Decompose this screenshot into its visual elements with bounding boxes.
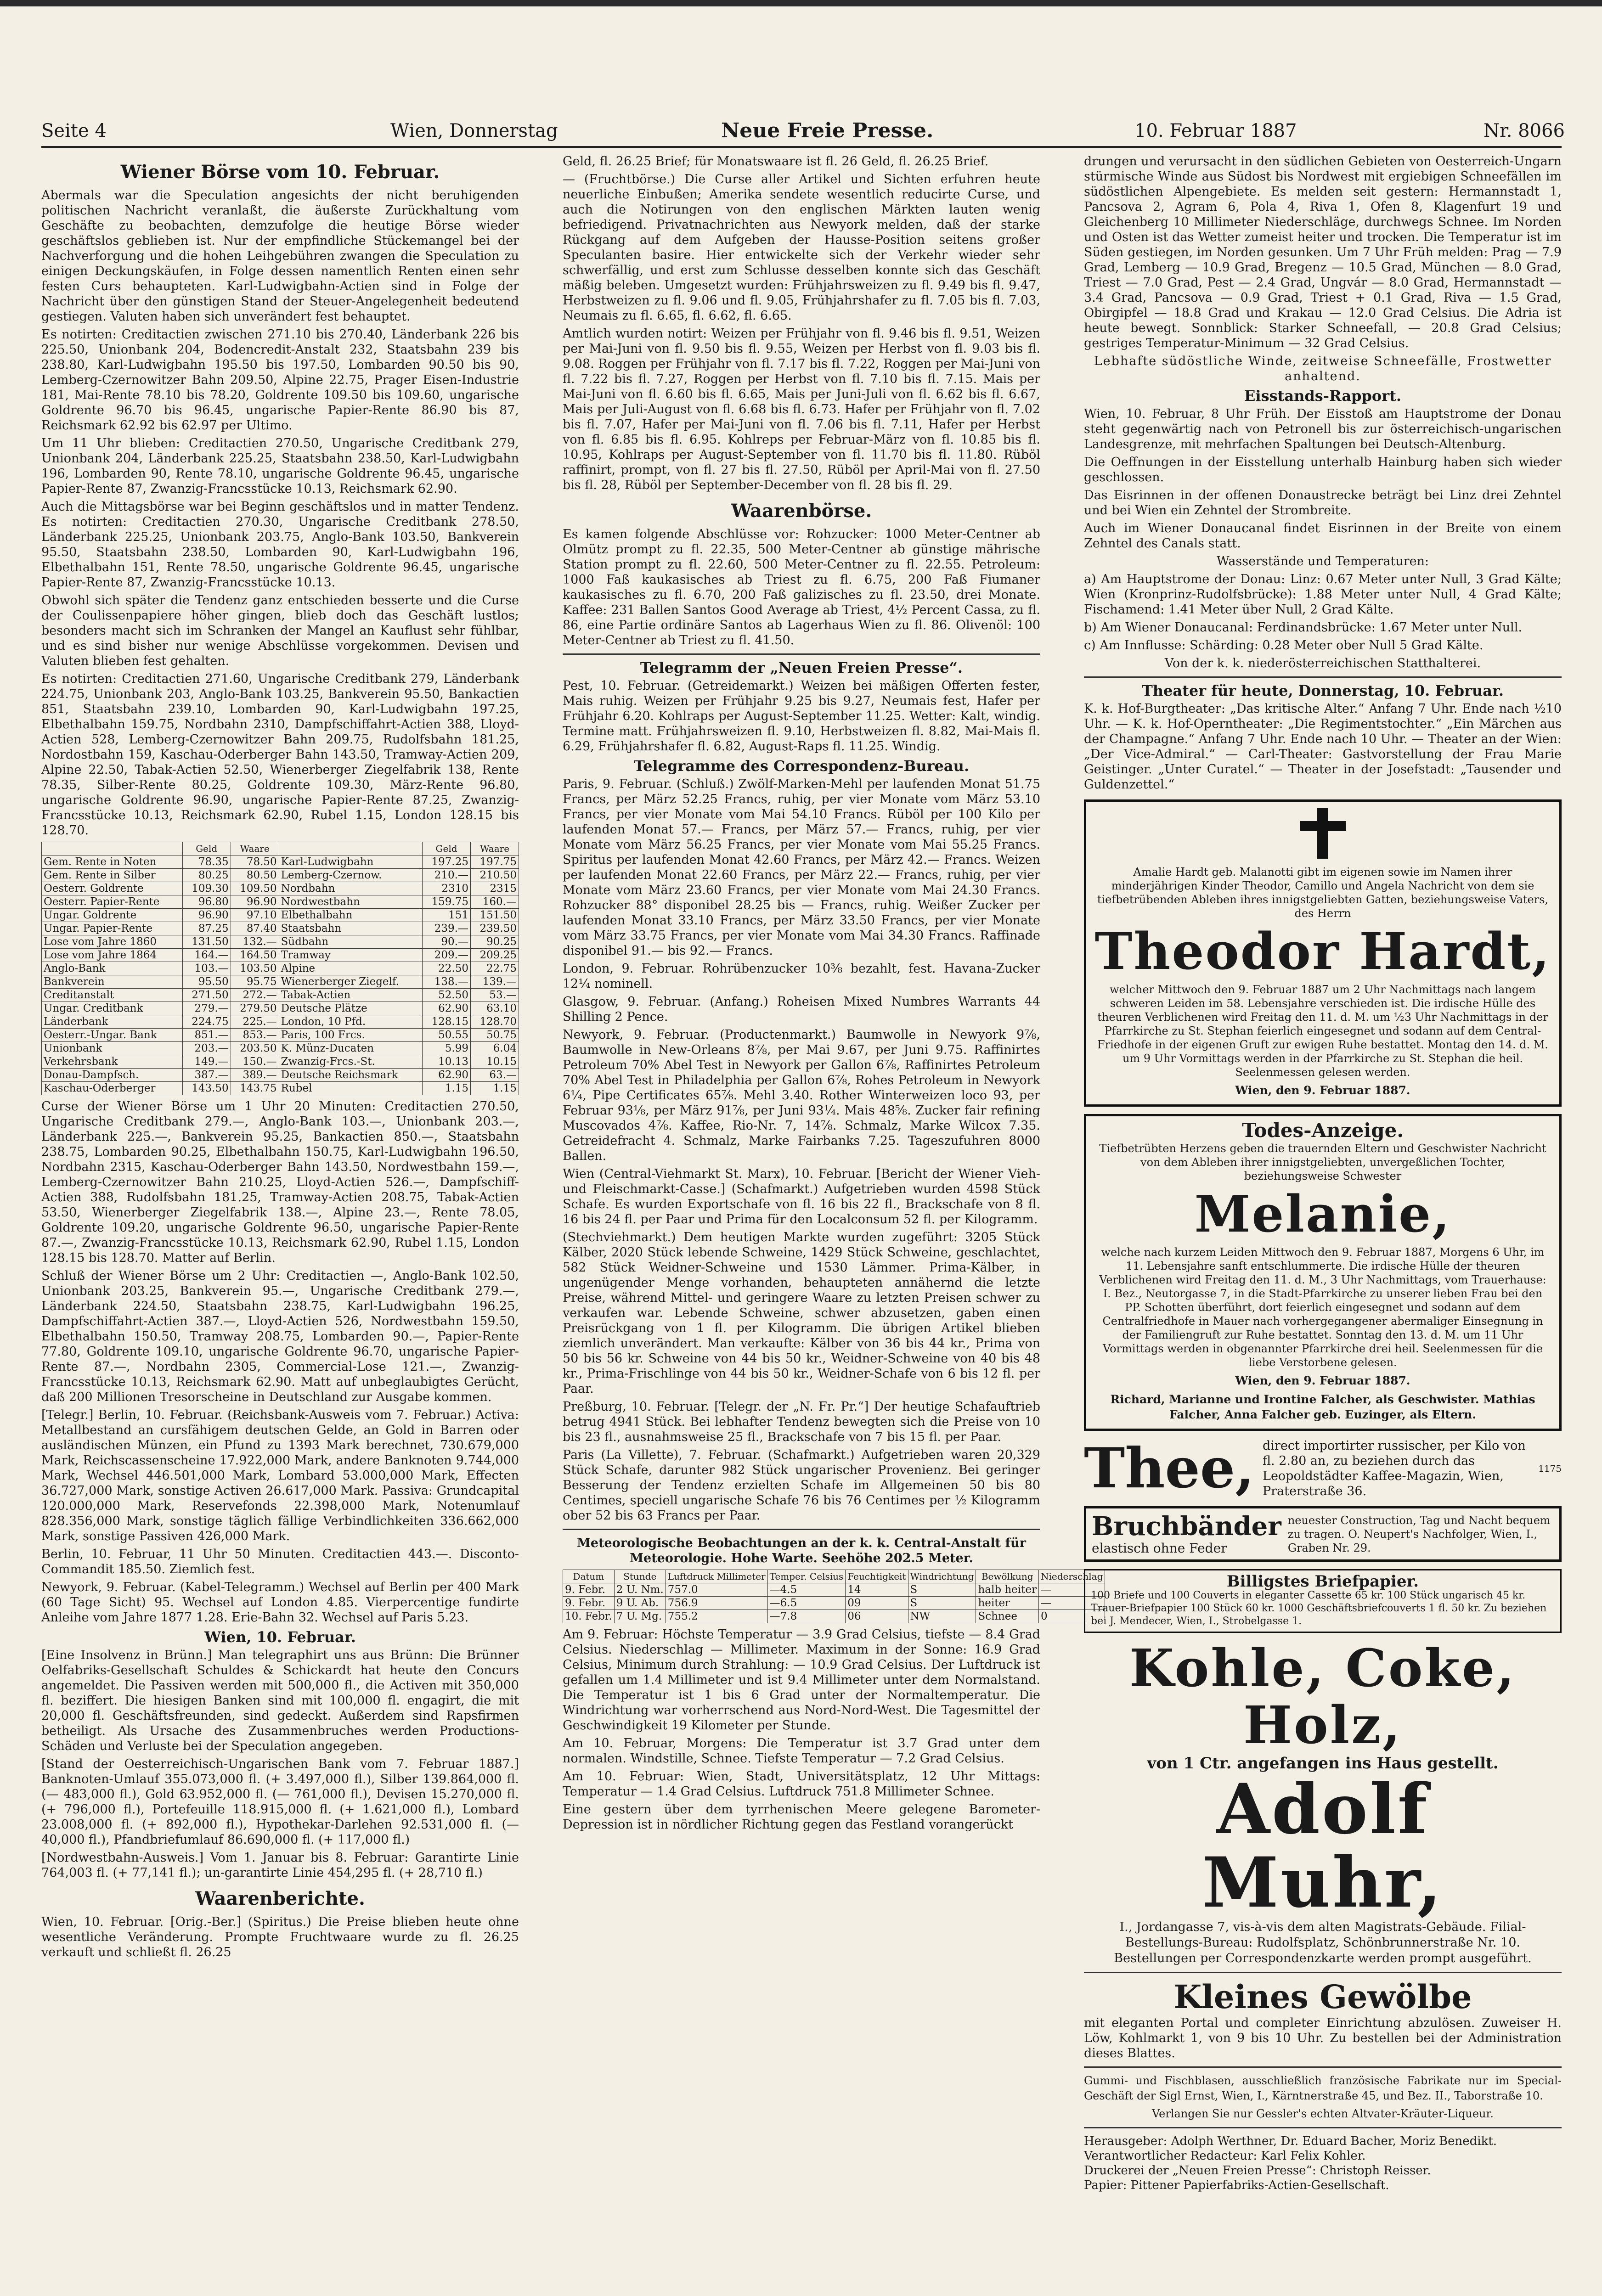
table-cell: —6.5 <box>767 1597 846 1610</box>
table-cell: S <box>908 1583 976 1597</box>
table-cell: 203.— <box>182 1042 231 1055</box>
table-cell: Lose vom Jahre 1860 <box>42 935 183 949</box>
notice-date: Wien, den 9. Februar 1887. <box>1235 1374 1410 1387</box>
table-cell: Oesterr. Goldrente <box>42 882 183 895</box>
table-cell: 210.— <box>423 869 471 882</box>
table-cell: 279.50 <box>231 1002 279 1015</box>
paragraph: [Telegr.] Berlin, 10. Februar. (Reichsbank-Ausweis vom 7. Februar.) Activa: Metallbestand an cursfähigem deutschen Gelde, an Gold in Barren oder ausländischen Münzen, ein Pfund zu 1393 Mark berechnet, 730.679,000 Mark, Reichscassenscheine 17.922,000 Mark, andere Banknoten 9.744,000 Mark, Wechsel 446.501,000 Mark, Lombard 53.000,000 Mark, Effecten 36.727,000 Mark, sonstige Activen 26.617,000 Mark. Passiva: Grundcapital 120.000,000 Mark, Reservefonds 22.398,000 Mark, Notenumlauf 828.356,000 Mark, sonstige täglich fällige Verbindlichkeiten 336.662,000 Mark, sonstige Passiven 426,000 Mark. <box>41 1408 519 1543</box>
table-cell: Schnee <box>976 1610 1039 1623</box>
paragraph: Es notirten: Creditactien 271.60, Ungarische Creditbank 279, Länderbank 224.75, Unionbank 203, Anglo-Bank 103.25, Bankverein 95.50, Bankactien 851, Staatsbahn 239.10, Lombarden 90, Karl-Ludwigbahn 197.25, Elbethalbahn 159.75, Nordbahn 2310, Dampfschiffahrt-Actien 388, Lloyd-Actien 528, Lemberg-Czernowitzer Bahn 209.75, Rudolfsbahn 181.25, Nordostbahn 159, Kaschau-Oderberger Bahn 143.50, Tramway-Actien 209, Alpine 22.50, Tabak-Actien 52.50, Wienerberger Ziegelfabrik 138, Rente 78.35, Silber-Rente 80.25, Goldrente 109.30, März-Rente 96.80, ungarische Goldrente 96.90, ungarische Papier-Rente 87.25, Zwanzig-Francsstücke 10.13, Reichsmark 62.90, Rubel 1.15, London 128.15 bis 128.70. <box>41 672 519 838</box>
death-notice-hardt <box>1084 799 1562 1107</box>
table-cell: 272.— <box>231 989 279 1002</box>
paragraph: Eine gestern über dem tyrrhenischen Meere gelegene Barometer-Depression ist in nördlicher Richtung gegen das Festland vorangerückt <box>563 1802 1040 1832</box>
theater-title: Theater für heute, Donnerstag, 10. Februar. <box>1141 682 1504 699</box>
subsection-title: Wien, 10. Februar. <box>204 1628 356 1646</box>
table-cell: heiter <box>976 1597 1039 1610</box>
ad-bruchbaender <box>1084 1506 1562 1562</box>
table-cell: 2315 <box>471 882 519 895</box>
notice-intro: Tiefbetrübten Herzens geben die trauernden Eltern und Geschwister Nachricht von dem Ableben ihrer innigstgeliebten, unvergeßlichen Tochter, beziehungsweise Schwester <box>1099 1142 1546 1182</box>
table-cell: 151.50 <box>471 909 519 922</box>
table-cell: 164.50 <box>231 949 279 962</box>
table-cell: Donau-Dampfsch. <box>42 1069 183 1082</box>
ad-gessler: Verlangen Sie nur Gessler's echten Altvater-Kräuter-Liqueur. <box>1152 2107 1494 2120</box>
table-cell: Länderbank <box>42 1015 183 1029</box>
table-cell: 103.50 <box>231 962 279 975</box>
notice-date: Wien, den 9. Februar 1887. <box>1235 1084 1410 1097</box>
table-cell: 203.50 <box>231 1042 279 1055</box>
paragraph: b) Am Wiener Donaucanal: Ferdinandsbrücke: 1.67 Meter unter Null. <box>1084 620 1523 635</box>
paragraph: drungen und verursacht in den südlichen Gebieten von Oesterreich-Ungarn stürmische Winde aus Südost bis Nordwest mit ergiebigen Schneefällen im südöstlichen Alpengebiete. Es melden seit gestern: Hermannstadt 1, Pancsova 2, Agram 6, Pola 4, Riva 1, Ofen 8, Klagenfurt 19 und Gleichenberg 10 Millimeter Niederschläge, durchwegs Schnee. Im Norden und Osten ist das Wetter zumeist heiter und trocken. Die Temperatur ist im Süden gestiegen, im Norden gesunken. Um 7 Uhr Früh melden: Prag — 7.9 Grad, Lemberg — 10.9 Grad, Bregenz — 10.5 Grad, München — 8.0 Grad, Triest — 7.0 Grad, Pest — 2.4 Grad, Ungvár — 8.0 Grad, Hermannstadt — 3.4 Grad, Pancsova — 0.9 Grad, Triest + 0.1 Grad, Riva — 1.5 Grad, Obirgipfel — 18.8 Grad und Krakau — 12.0 Grad Celsius. Die Adria ist heute bewegt. Sonnblick: Starker Schneefall, — 20.8 Grad Celsius; gestriges Temperatur-Minimum — 32 Grad Celsius. <box>1084 154 1562 350</box>
meteo-table-body <box>563 1583 1105 1623</box>
paragraph: Wien (Central-Viehmarkt St. Marx), 10. Februar. [Bericht der Wiener Vieh- und Fleischmarkt-Casse.] (Schafmarkt.) Aufgetrieben wurden 4598 Stück Schafe. Es wurden Exportschafe von fl. 16 bis 22 fl., Brackschafe von 8 fl. 16 bis 24 fl. per Paar und Prima für den Localconsum 52 fl. per Kilogramm. <box>563 1167 1040 1227</box>
imprint-printer: Druckerei der „Neuen Freien Presse“: Christoph Reisser. <box>1084 2164 1431 2178</box>
paragraph: Wien, 10. Februar, 8 Uhr Früh. Der Eisstoß am Hauptstrome der Donau steht gegenwärtig nach von Petronell bis zur österreichisch-ungarischen Landesgrenze, mit mehrfachen Spaltungen bei Deutsch-Altenburg. <box>1084 407 1562 451</box>
table-cell: Tabak-Actien <box>279 989 422 1002</box>
ad-gummi-text: Gummi- und Fischblasen, ausschließlich französische Fabrikate nur im Special-Geschäft der Sigl Ernst, Wien, I., Kärntnerstraße 45, und Bez. II., Taborstraße 10. <box>1084 2074 1562 2102</box>
table-cell: Tramway <box>279 949 422 962</box>
ad-thee <box>1084 1438 1562 1499</box>
paragraph: [Nordwestbahn-Ausweis.] Vom 1. Januar bis 8. Februar: Garantirte Linie 764,003 fl. (+ 77,141 fl.); un-garantirte Linie 454,295 fl. (+ 28,710 fl.) <box>41 1851 519 1880</box>
table-cell: 96.90 <box>231 895 279 909</box>
header-cell: Datum <box>563 1570 615 1583</box>
paragraph: Die Oeffnungen in der Eisstellung unterhalb Hainburg haben sich wieder geschlossen. <box>1084 455 1562 484</box>
table-cell: 271.50 <box>182 989 231 1002</box>
table-row <box>42 949 519 962</box>
table-cell: Elbethalbahn <box>279 909 422 922</box>
table-cell: 53.— <box>471 989 519 1002</box>
notice-name: Theodor Hardt, <box>1094 922 1551 981</box>
table-cell: Ungar. Creditbank <box>42 1002 183 1015</box>
header-cell <box>42 842 183 855</box>
divider <box>1084 2127 1562 2128</box>
table-cell: 209.— <box>423 949 471 962</box>
table-cell: 210.50 <box>471 869 519 882</box>
table-row <box>563 1597 1105 1610</box>
table-header-row <box>42 842 519 855</box>
ad-text: direct importirter russischer, per Kilo von fl. 2.80 an, zu beziehen durch das Leopoldstädter Kaffee-Magazin, Wien, Praterstraße 36. <box>1263 1439 1526 1498</box>
table-cell: 239.50 <box>471 922 519 935</box>
table-cell: 132.— <box>231 935 279 949</box>
subsection-title: Eisstands-Rapport. <box>1244 387 1401 405</box>
table-cell: Lemberg-Czernow. <box>279 869 422 882</box>
table-cell: Bankverein <box>42 975 183 989</box>
table-row <box>42 1055 519 1069</box>
table-cell: 109.30 <box>182 882 231 895</box>
paragraph: London, 9. Februar. Rohrübenzucker 10⅜ bezahlt, fest. Havana-Zucker 12¼ nominell. <box>563 962 1040 991</box>
header-cell: Temper. Celsius <box>767 1570 846 1583</box>
table-cell: 851.— <box>182 1029 231 1042</box>
table-cell: 143.50 <box>182 1082 231 1095</box>
table-cell: Paris, 100 Frcs. <box>279 1029 422 1042</box>
table-cell: — <box>1038 1597 1105 1610</box>
table-cell: 50.75 <box>471 1029 519 1042</box>
divider <box>1084 676 1562 678</box>
column-left <box>41 154 519 2296</box>
notice-signature: Richard, Marianne und Irontine Falcher, als Geschwister. Mathias Falcher, Anna Falcher geb. Euzinger, als Eltern. <box>1110 1393 1535 1421</box>
table-header-row <box>563 1570 1105 1583</box>
paragraph: Abermals war die Speculation angesichts der nicht beruhigenden politischen Nachricht veranlaßt, die äußerste Zurückhaltung vom Geschäfte zu beobachten, demzufolge die heutige Börse wieder geschäftslos geblieben ist. Nur der empfindliche Stückemangel bei der Nachverforgung und die hohen Leihgebühren zwangen die Speculation zu einigen Deckungskäufen, in Folge dessen namentlich Renten einen sehr festen Curs behaupteten. Karl-Ludwigbahn-Actien sind in Folge der Nachricht über den günstigen Stand der Steuer-Angelegenheit bedeutend gestiegen. Valuten haben sich unverändert fest behauptet. <box>41 188 519 324</box>
table-cell: Staatsbahn <box>279 922 422 935</box>
table-cell: 80.25 <box>182 869 231 882</box>
paragraph: Newyork, 9. Februar. (Productenmarkt.) Baumwolle in Newyork 9⅞, Baumwolle in New-Orleans 8⅞, per Mai 9.67, per Juni 9.75. Raffinirtes Petroleum 70% Abel Test in Newyork per Gallon 6⅞, Raffinirtes Petroleum 70% Abel Test in Philadelphia per Gallon 6⅞, Rohes Petroleum in Newyork 6¼, Pipe Certificates 65⅞. Mehl 3.40. Rother Winterweizen loco 93, per Februar 93⅛, per März 91⅞, per Juni 93¼. Mais 48⅝. Zucker fair refining Muscovados 4⅞. Kaffee, Rio-Nr. 7, 14⅞. Schmalz, Marke Wilcox 7.35. Getreidefracht 4. Schmalz, Marke Fairbanks 7.25. Tageszufuhren 8000 Ballen. <box>563 1028 1040 1163</box>
table-cell: 2 U. Nm. <box>614 1583 666 1597</box>
table-cell: 78.50 <box>231 855 279 869</box>
paragraph: Schluß der Wiener Börse um 2 Uhr: Creditactien —, Anglo-Bank 102.50, Unionbank 203.25, Bankverein 95.—, Ungarische Creditbank 279.—, Länderbank 224.50, Staatsbahn 238.75, Karl-Ludwigbahn 196.25, Dampfschiffahrt-Actien 387.—, Lloyd-Actien 526, Nordwestbahn 159.50, Elbethalbahn 150.50, Tramway 208.75, Lombarden 90.—, Papier-Rente 77.80, Goldrente 109.10, ungarische Goldrente 96.70, ungarische Papier-Rente 87.—, Nordbahn 2305, Commercial-Lose 121.—, Zwanzig-Francsstücke 10.13, Reichsmark 62.90. Matt auf unbeglaubigtes Gerücht, daß 200 Millionen Tresorscheine in Deutschland zur Ausgabe kommen. <box>41 1269 519 1404</box>
table-cell: 06 <box>846 1610 908 1623</box>
table-cell: Verkehrsbank <box>42 1055 183 1069</box>
paragraph: Auch die Mittagsbörse war bei Beginn geschäftslos und in matter Tendenz. Es notirten: Creditactien 270.30, Ungarische Creditbank 278.50, Länderbank 225.25, Unionbank 203.75, Anglo-Bank 103.50, Bankverein 95.50, Staatsbahn 238.50, Lombarden 90, Karl-Ludwigbahn 196, Elbethalbahn 151, Rente 78.50, ungarische Goldrente 96.45, ungarische Papier-Rente 87, Zwanzig-Francsstücke 10.13. <box>41 500 519 590</box>
meteo-title: Meteorologische Beobachtungen an der k. k. Central-Anstalt für Meteorologie. Hohe Warte. Seehöhe 202.5 Meter. <box>577 1536 1026 1565</box>
table-row <box>563 1610 1105 1623</box>
stock-table-body <box>42 855 519 1095</box>
imprint-paper: Papier: Pittener Papierfabriks-Actien-Gesellschaft. <box>1084 2178 1389 2192</box>
forecast: Lebhafte südöstliche Winde, zeitweise Schneefälle, Frostwetter anhaltend. <box>1094 354 1552 383</box>
header-cell: Feuchtigkeit <box>846 1570 908 1583</box>
notice-name: Melanie, <box>1194 1184 1451 1244</box>
paragraph: Newyork, 9. Februar. (Kabel-Telegramm.) Wechsel auf Berlin per 400 Mark (60 Tage Sicht) 95. Wechsel auf London 4.85. Vierpercentige fundirte Anleihe vom Jahre 1877 1.28. Erie-Bahn 32. Wechsel auf Paris 5.23. <box>41 1580 519 1625</box>
ad-gewoelbe-headline: Kleines Gewölbe <box>1173 1978 1472 2016</box>
table-row <box>42 869 519 882</box>
paragraph: K. k. Hof-Burgtheater: „Das kritische Alter.“ Anfang 7 Uhr. Ende nach ½10 Uhr. — K. k. Hof-Operntheater: „Die Regimentstochter.“ „Ein Märchen aus der Champagne.“ Anfang 7 Uhr. Ende nach 10 Uhr. — Theater an der Wien: „Der Vice-Admiral.“ — Carl-Theater: Gastvorstellung der Frau Marie Geistinger. „Unter Curatel.“ — Theater in der Josefstadt: „Tausender und Guldenzettel.“ <box>1084 702 1562 792</box>
top-edge <box>0 0 1602 6</box>
table-cell: 387.— <box>182 1069 231 1082</box>
table-cell: Karl-Ludwigbahn <box>279 855 422 869</box>
table-cell: Gem. Rente in Noten <box>42 855 183 869</box>
table-cell: Südbahn <box>279 935 422 949</box>
table-row <box>42 1015 519 1029</box>
table-cell: 103.— <box>182 962 231 975</box>
table-cell: 225.— <box>231 1015 279 1029</box>
section-title: Wiener Börse vom 10. Februar. <box>120 161 440 183</box>
table-cell: Wienerberger Ziegelf. <box>279 975 422 989</box>
paragraph: (Stechviehmarkt.) Dem heutigen Markte wurden zugeführt: 3205 Stück Kälber, 2020 Stück lebende Schweine, 1429 Stück Schweine, geschlachtet, 582 Stück Weidner-Schweine und 1530 Lämmer. Prima-Kälber, in ungenügender Menge vorhanden, behaupteten annähernd die letzte Preise, während Mittel- und geringere Waare zu letzten Preisen schwer zu verkaufen war. Lebende Schweine, schwer abzusetzen, gaben einen Preisrückgang von 1 fl. per Kilogramm. Die übrigen Artikel blieben ziemlich unverändert. Man verkaufte: Kälber von 36 bis 44 kr., Prima von 50 bis 56 kr. Schweine von 44 bis 50 kr., Weidner-Schweine von 40 bis 48 kr., Prima-Frischlinge von 44 bis 50 kr., Weidner-Schafe von 6 bis 12 fl. per Paar. <box>563 1230 1040 1396</box>
table-cell: —4.5 <box>767 1583 846 1597</box>
table-cell: 224.75 <box>182 1015 231 1029</box>
table-row <box>42 975 519 989</box>
table-row <box>563 1583 1105 1597</box>
issue-number: Nr. 8066 <box>1484 120 1565 141</box>
table-cell: 6.04 <box>471 1042 519 1055</box>
paragraph: Paris (La Villette), 7. Februar. (Schafmarkt.) Aufgetrieben waren 20,329 Stück Schafe, darunter 982 Stück ungarischer Provenienz. Bei geringer Besserung der Tendenz erzielten Schafe im Allgemeinen 50 bis 80 Centimes, speciell ungarische Schafe 76 bis 76 Centimes per ½ Kilogramm ober 52 bis 63 Francs per Paar. <box>563 1448 1040 1523</box>
table-row <box>42 922 519 935</box>
ad-kohle-subtitle: von 1 Ctr. angefangen ins Haus gestellt. <box>1147 1754 1499 1773</box>
table-cell: Anglo-Bank <box>42 962 183 975</box>
table-cell: 9 U. Ab. <box>614 1597 666 1610</box>
table-cell: 0 <box>1038 1610 1105 1623</box>
table-cell: Unionbank <box>42 1042 183 1055</box>
ad-number: 1175 <box>1538 1463 1562 1474</box>
paragraph: Es notirten: Creditactien zwischen 271.10 bis 270.40, Länderbank 226 bis 225.50, Unionbank 204, Bodencredit-Anstalt 232, Staatsbahn 239 bis 238.80, Karl-Ludwigbahn 195.50 bis 197.50, Lombarden 90.50 bis 90, Lemberg-Czernowitzer Bahn 209.50, Alpine 22.75, Prager Eisen-Industrie 181, Mai-Rente 78.10 bis 78.20, Goldrente 109.50 bis 109.60, ungarische Goldrente 96.70 bis 96.45, ungarische Papier-Rente 86.90 bis 87, Reichsmark 62.92 bis 62.97 per Ultimo. <box>41 327 519 433</box>
section-title: Waarenberichte. <box>195 1888 365 1909</box>
table-cell: Lose vom Jahre 1864 <box>42 949 183 962</box>
paragraph: Geld, fl. 26.25 Brief; für Monatswaare ist fl. 26 Geld, fl. 26.25 Brief. <box>563 154 989 169</box>
table-cell: 151 <box>423 909 471 922</box>
table-cell: 87.25 <box>182 922 231 935</box>
table-cell: 22.75 <box>471 962 519 975</box>
table-cell: Kaschau-Oderberger <box>42 1082 183 1095</box>
header-cell: Waare <box>231 842 279 855</box>
header-place: Wien, Donnerstag <box>390 120 558 141</box>
table-cell: 62.90 <box>423 1002 471 1015</box>
paragraph: Pest, 10. Februar. (Getreidemarkt.) Weizen bei mäßigen Offerten fester, Mais ruhig. Weizen per Frühjahr 9.25 bis 9.27, Neumais fest, Hafer per Frühjahr 6.20. Kohlraps per August-September 11.25. Wetter: Kalt, windig. Termine matt. Frühjahrsweizen fl. 9.10, Herbstweizen fl. 8.82, Mai-Mais fl. 6.29, Frühjahrshafer fl. 6.82, August-Raps fl. 11.25. Windig. <box>563 679 1040 754</box>
section-title: Waarenbörse. <box>731 500 872 522</box>
paragraph: c) Am Innflusse: Schärding: 0.28 Meter ober Null 5 Grad Kälte. <box>1084 638 1484 653</box>
paragraph: Auch im Wiener Donaucanal findet Eisrinnen in der Breite von einem Zehntel des Canals statt. <box>1084 521 1562 551</box>
ad-briefpapier <box>1084 1569 1562 1633</box>
table-cell: Deutsche Plätze <box>279 1002 422 1015</box>
table-cell: 138.— <box>423 975 471 989</box>
table-cell: 128.70 <box>471 1015 519 1029</box>
paragraph: Preßburg, 10. Februar. [Telegr. der „N. Fr. Pr.“] Der heutige Schafauftrieb betrug 4941 Stück. Bei lebhafter Tendenz bewegten sich die Preise von 10 bis 23 fl., ausnahmsweise 25 fl., Brackschafe von 7 bis 15 fl. per Paar. <box>563 1400 1040 1444</box>
table-cell: S <box>908 1597 976 1610</box>
table-cell: 50.55 <box>423 1029 471 1042</box>
ad-text: neuester Construction, Tag und Nacht bequem zu tragen. O. Neupert's Nachfolger, Wien, I., Graben Nr. 29. <box>1287 1514 1551 1554</box>
header-rule <box>41 146 1562 148</box>
table-cell: 97.10 <box>231 909 279 922</box>
paragraph: Paris, 9. Februar. (Schluß.) Zwölf-Marken-Mehl per laufenden Monat 51.75 Francs, per März 52.25 Francs, ruhig, per vier Monate vom März 53.10 Francs, per vier Monate vom Mai 54.10 Francs. Rüböl per 100 Kilo per laufenden Monat 57.— Francs, per März 57.— Francs, ruhig, per vier Monate vom März 56.25 Francs, per vier Monate vom Mai 55.25 Francs. Spiritus per laufenden Monat 42.60 Francs, per März 42.— Francs. Weizen per laufenden Monat 22.60 Francs, per März 22.— Francs, ruhig, per vier Monate vom März 23.60 Francs, per vier Monate vom Mai 24.30 Francs. Rohzucker 88° disponibel 28.25 bis — Francs, ruhig. Weißer Zucker per laufenden Monat 33.10 Francs, per März 33.50 Francs, per vier Monate vom März 33.75 Francs, per vier Monate vom Mai 34.30 Francs. Raffinade disponibel 91.— bis 92.— Francs. <box>563 777 1040 958</box>
ad-subtitle: elastisch ohne Feder <box>1092 1541 1227 1556</box>
table-row <box>42 935 519 949</box>
table-row <box>42 962 519 975</box>
table-cell: 239.— <box>423 922 471 935</box>
table-cell: 139.— <box>471 975 519 989</box>
paragraph: Wien, 10. Februar. [Orig.-Ber.] (Spiritus.) Die Preise blieben heute ohne wesentliche Veränderung. Prompte Fruchtwaare wurde zu fl. 26.25 verkauft und schließt fl. 26.25 <box>41 1915 519 1959</box>
paragraph: — (Fruchtbörse.) Die Curse aller Artikel und Sichten erfuhren heute neuerliche Einbußen; Amerika sendete wesentlich reducirte Curse, und auch die Notirungen von den englischen Märkten lauten wenig befriedigend. Privatnachrichten aus Newyork melden, daß der starke Rückgang auf dem Aufgeben der Hausse-Position seitens großer Speculanten basire. Hier entwickelte sich der Verkehr wieder sehr schwerfällig, und erst zum Schlusse desselben konnte sich das Geschäft mäßig beleben. Umgesetzt wurden: Frühjahrsweizen zu fl. 9.49 bis fl. 9.47, Herbstweizen zu fl. 9.06 und fl. 9.05, Frühjahrshafer zu fl. 7.05 bis fl. 7.03, Neumais zu fl. 6.65, fl. 6.62, fl. 6.65. <box>563 172 1040 323</box>
ad-adolf-muhr: Adolf Muhr, <box>1202 1769 1444 1923</box>
table-cell: 143.75 <box>231 1082 279 1095</box>
table-cell: Nordwestbahn <box>279 895 422 909</box>
table-cell: 63.10 <box>471 1002 519 1015</box>
table-cell: Rubel <box>279 1082 422 1095</box>
paragraph: Am 10. Februar, Morgens: Die Temperatur ist 3.7 Grad unter dem normalen. Windstille, Schnee. Tiefste Temperatur — 7.2 Grad Celsius. <box>563 1736 1040 1766</box>
page-header <box>41 117 1565 145</box>
table-cell: 7 U. Mg. <box>614 1610 666 1623</box>
table-cell: 63.— <box>471 1069 519 1082</box>
column-right <box>1084 154 1562 2296</box>
table-cell: NW <box>908 1610 976 1623</box>
divider <box>563 1529 1040 1530</box>
paragraph: Am 9. Februar: Höchste Temperatur — 3.9 Grad Celsius, tiefste — 8.4 Grad Celsius. Niederschlag — Millimeter. Maximum in der Sonne: 16.9 Grad Celsius, Minimum durch Strahlung: — 10.9 Grad Celsius. Der Luftdruck ist gefallen um 1.4 Millimeter und ist 9.4 Millimeter unter dem Normalstand. Die Temperatur ist 1 bis 6 Grad unter der Normaltemperatur. Die Windrichtung war vorherrschend aus Nord-Nord-West. Die Tagesmittel der Geschwindigkeit 19 Kilometer per Stunde. <box>563 1627 1040 1733</box>
table-cell: K. Münz-Ducaten <box>279 1042 422 1055</box>
table-cell: 197.25 <box>423 855 471 869</box>
table-row <box>42 1082 519 1095</box>
table-cell: 5.99 <box>423 1042 471 1055</box>
table-row <box>42 855 519 869</box>
table-cell: 95.50 <box>182 975 231 989</box>
table-cell: 10.13 <box>423 1055 471 1069</box>
ad-text: 100 Briefe und 100 Couverts in eleganter Cassette 65 kr. 100 Stück ungarisch 45 kr. Trauer-Briefpapier 100 Stück 60 kr. 1000 Geschäftsbriefcouverts 1 fl. 50 kr. Zu beziehen bei J. Mendecer, Wien, I., Strobelgasse 1. <box>1091 1590 1547 1627</box>
death-notice-melanie <box>1084 1114 1562 1431</box>
header-date: 10. Februar 1887 <box>1134 120 1297 141</box>
table-cell: 1.15 <box>471 1082 519 1095</box>
ad-adolf-text: I., Jordangasse 7, vis-à-vis dem alten Magistrats-Gebäude. Filial-Bestellungs-Bureau: Rudolfsplatz, Schönbrunnerstraße Nr. 10. Bestellungen per Correspondenzkarte werden prompt ausgeführt. <box>1114 1920 1532 1965</box>
ad-headline: Thee, <box>1084 1436 1255 1501</box>
table-cell: Gem. Rente in Silber <box>42 869 183 882</box>
ad-gewoelbe-text: mit eleganten Portal und completer Einrichtung abzulösen. Zuweiser H. Löw, Kohlmarkt 1, von 9 bis 10 Uhr. Zu bestellen bei der Administration dieses Blattes. <box>1084 2016 1562 2060</box>
table-cell: halb heiter <box>976 1583 1039 1597</box>
table-cell: 197.75 <box>471 855 519 869</box>
table-cell: 14 <box>846 1583 908 1597</box>
table-cell: 755.2 <box>666 1610 767 1623</box>
table-cell: 756.9 <box>666 1597 767 1610</box>
table-cell: 09 <box>846 1597 908 1610</box>
divider <box>1084 2066 1562 2068</box>
table-cell: 78.35 <box>182 855 231 869</box>
header-cell: Niederschlag <box>1038 1570 1105 1583</box>
ad-headline: Billigstes Briefpapier. <box>1226 1572 1419 1591</box>
notice-intro: Amalie Hardt geb. Malanotti gibt im eigenen sowie im Namen ihrer minderjährigen Kinder Theodor, Camillo und Angela Nachricht von dem sie tiefbetrübenden Ableben ihres innigstgeliebten Gatten, beziehungsweise Vaters, des Herrn <box>1097 866 1549 920</box>
paragraph: Um 11 Uhr blieben: Creditactien 270.50, Ungarische Creditbank 279, Unionbank 204, Länderbank 225.25, Staatsbahn 238.50, Karl-Ludwigbahn 196, Lombarden 90, Rente 78.10, ungarische Goldrente 96.45, ungarische Papier-Rente 87, Zwanzig-Francsstücke 10.13, Reichsmark 62.90. <box>41 436 519 496</box>
table-cell: 87.40 <box>231 922 279 935</box>
table-cell: Creditanstalt <box>42 989 183 1002</box>
table-cell: 131.50 <box>182 935 231 949</box>
table-cell: 96.90 <box>182 909 231 922</box>
table-cell: 2310 <box>423 882 471 895</box>
table-cell: 9. Febr. <box>563 1583 615 1597</box>
paragraph: Das Eisrinnen in der offenen Donaustrecke beträgt bei Linz drei Zehntel und bei Wien ein Zehntel der Strombreite. <box>1084 488 1562 518</box>
table-cell: 90.25 <box>471 935 519 949</box>
table-cell: 22.50 <box>423 962 471 975</box>
table-row <box>42 882 519 895</box>
header-cell: Geld <box>423 842 471 855</box>
table-cell: Deutsche Reichsmark <box>279 1069 422 1082</box>
header-cell: Geld <box>182 842 231 855</box>
paragraph: Amtlich wurden notirt: Weizen per Frühjahr von fl. 9.46 bis fl. 9.51, Weizen per Mai-Juni von fl. 9.50 bis fl. 9.55, Weizen per Herbst von fl. 9.03 bis fl. 9.08. Roggen per Frühjahr von fl. 7.17 bis fl. 7.22, Roggen per Mai-Juni von fl. 7.22 bis fl. 7.27, Roggen per Herbst von fl. 7.10 bis fl. 7.15. Mais per Mai-Juni von fl. 6.60 bis fl. 6.65, Mais per Juni-Juli von fl. 6.62 bis fl. 6.67, Mais per Juli-August von fl. 6.68 bis fl. 6.73. Hafer per Frühjahr von fl. 7.02 bis fl. 7.07, Hafer per Mai-Juni von fl. 7.06 bis fl. 7.11, Hafer per Herbst von fl. 6.85 bis fl. 6.95. Kohlreps per Februar-März von fl. 10.85 bis fl. 10.95, Kohlraps per August-September von fl. 11.70 bis fl. 11.80. Rüböl raffinirt, prompt, von fl. 27 bis fl. 27.50, Rüböl per April-Mai von fl. 27.50 bis fl. 28, Rüböl per September-December von fl. 28 bis fl. 29. <box>563 326 1040 492</box>
table-row <box>42 1029 519 1042</box>
header-cell: Stunde <box>614 1570 666 1583</box>
paragraph: [Eine Insolvenz in Brünn.] Man telegraphirt uns aus Brünn: Die Brünner Oelfabriks-Gesellschaft Schuldes & Schickardt hat heute den Concurs angemeldet. Die Passiven werden mit 500,000 fl., die Activen mit 350,000 fl. beziffert. Die hiesigen Banken sind mit 100,000 fl. engagirt, die mit 20,000 fl. Geschäftsfreunden, sind gedeckt. Außerdem sind Rapsfirmen betheiligt. Als Ursache des Zusammenbruches werden Productions-Schäden und Verluste bei der Speculation angegeben. <box>41 1648 519 1753</box>
table-cell: Ungar. Goldrente <box>42 909 183 922</box>
table-cell: 1.15 <box>423 1082 471 1095</box>
paragraph: Wasserstände und Temperaturen: <box>1216 554 1429 568</box>
table-cell: 10.15 <box>471 1055 519 1069</box>
paragraph: Obwohl sich später die Tendenz ganz entschieden besserte und die Curse der Coulissenpapiere höher gingen, blieb doch das Geschäft lustlos; besonders macht sich im Schranken der Mangel an Kauflust sehr fühlbar, und es sind bisher nur wenige Abschlüsse vorgekommen. Devisen und Valuten blieben fest gehalten. <box>41 593 519 668</box>
masthead: Neue Freie Presse. <box>721 119 934 142</box>
table-row <box>42 1069 519 1082</box>
table-cell: 150.— <box>231 1055 279 1069</box>
header-cell: Waare <box>471 842 519 855</box>
table-cell: London, 10 Pfd. <box>279 1015 422 1029</box>
table-cell: 52.50 <box>423 989 471 1002</box>
paragraph: Glasgow, 9. Februar. (Anfang.) Roheisen Mixed Numbres Warrants 44 Shilling 2 Pence. <box>563 995 1040 1024</box>
table-cell: Ungar. Papier-Rente <box>42 922 183 935</box>
table-row <box>42 1002 519 1015</box>
table-cell: 389.— <box>231 1069 279 1082</box>
table-cell: 90.— <box>423 935 471 949</box>
paragraph: Berlin, 10. Februar, 11 Uhr 50 Minuten. Creditactien 443.—. Disconto-Commandit 185.50. Ziemlich fest. <box>41 1547 519 1576</box>
table-cell: 209.25 <box>471 949 519 962</box>
notice-title: Todes-Anzeige. <box>1242 1119 1404 1142</box>
table-row <box>42 1042 519 1055</box>
table-row <box>42 895 519 909</box>
table-cell: Alpine <box>279 962 422 975</box>
paragraph: Am 10. Februar: Wien, Stadt, Universitätsplatz, 12 Uhr Mittags: Temperatur — 1.4 Grad Celsius. Luftdruck 751.8 Millimeter Schnee. <box>563 1769 1040 1799</box>
table-cell: 80.50 <box>231 869 279 882</box>
paragraph: a) Am Hauptstrome der Donau: Linz: 0.67 Meter unter Null, 3 Grad Kälte; Wien (Kronprinz-Rudolfsbrücke): 1.88 Meter unter Null, 4 Grad Kälte; Fischamend: 1.41 Meter über Null, 2 Grad Kälte. <box>1084 572 1562 617</box>
table-cell: 96.80 <box>182 895 231 909</box>
paragraph: Curse der Wiener Börse um 1 Uhr 20 Minuten: Creditactien 270.50, Ungarische Creditbank 279.—, Anglo-Bank 103.—, Unionbank 203.—, Länderbank 225.—, Bankverein 95.25, Bankactien 850.—, Staatsbahn 238.75, Lombarden 90.25, Elbethalbahn 150.75, Karl-Ludwigbahn 196.50, Nordbahn 2315, Kaschau-Oderberger Bahn 143.50, Nordwestbahn 159.—, Lemberg-Czernowitzer Bahn 210.25, Lloyd-Actien 526.—, Dampfschiff-Actien 388, Rudolfsbahn 181.25, Tramway-Actien 208.75, Tabak-Actien 53.50, Wienerberger Ziegelfabrik 138.—, Alpine 23.—, Rente 78.05, Goldrente 109.20, ungarische Goldrente 96.50, ungarische Papier-Rente 87.—, Zwanzig-Francsstücke 10.13, Reichsmark 62.90, Rubel 1.15, London 128.15 bis 128.70. Matter auf Berlin. <box>41 1099 519 1265</box>
table-cell: Oesterr.-Ungar. Bank <box>42 1029 183 1042</box>
stock-table <box>41 842 519 1095</box>
page-number: Seite 4 <box>41 120 107 141</box>
divider <box>1084 1972 1562 1973</box>
notice-body: welche nach kurzem Leiden Mittwoch den 9. Februar 1887, Morgens 6 Uhr, im 11. Lebensjahre sanft entschlummerte. Die irdische Hülle der theuren Verblichenen wird Freitag den 11. d. M., 3 Uhr Nachmittags, vom Trauerhause: I. Bez., Neutorgasse 7, in die Stadt-Pfarrkirche zu unserer lieben Frau bei den PP. Schotten überführt, dort feierlich eingesegnet und sodann auf dem Centralfriedhofe in Mauer nach vorhergegangener abermaliger Einsegnung in der Familiengruft zur Ruhe bestattet. Sonntag den 13. d. M. um 11 Uhr Vormittags werden in obgenannter Pfarrkirche drei heil. Seelenmessen für die liebe Verstorbene gelesen. <box>1099 1246 1546 1369</box>
table-cell: 62.90 <box>423 1069 471 1082</box>
table-cell: 128.15 <box>423 1015 471 1029</box>
paragraph: Es kamen folgende Abschlüsse vor: Rohzucker: 1000 Meter-Centner ab Olmütz prompt zu fl. 22.35, 500 Meter-Centner ab günstige mährische Station prompt zu fl. 22.60, 500 Meter-Centner zu fl. 22.55. Petroleum: 1000 Faß kaukasisches ab Triest zu fl. 6.75, 200 Faß Fiumaner kaukasisches zu fl. 6.70, 200 Faß galizisches zu fl. 23.50, drei Monate. Kaffee: 231 Ballen Santos Good Average ab Triest, 4½ Percent Cassa, zu fl. 86, eine Partie ordinäre Santos ab Lagerhaus Wien zu fl. 86. Olivenöl: 100 Meter-Centner ab Triest zu fl. 41.50. <box>563 527 1040 647</box>
table-cell: Nordbahn <box>279 882 422 895</box>
paragraph: Von der k. k. niederösterreichischen Statthalterei. <box>1164 656 1481 670</box>
imprint-editor: Verantwortlicher Redacteur: Karl Felix Kohler. <box>1084 2149 1366 2163</box>
ad-headline: Bruchbänder <box>1092 1511 1281 1542</box>
header-cell: Bewölkung <box>976 1570 1039 1583</box>
imprint <box>1084 2134 1562 2193</box>
table-cell: 853.— <box>231 1029 279 1042</box>
table-cell: 164.— <box>182 949 231 962</box>
divider <box>563 653 1040 655</box>
table-cell: 159.75 <box>423 895 471 909</box>
notice-body: welcher Mittwoch den 9. Februar 1887 um 2 Uhr Nachmittags nach langem schweren Leiden im 58. Lebensjahre verschieden ist. Die irdische Hülle des theuren Verblichenen wird Freitag den 11. d. M. um ½3 Uhr Nachmittags in der Pfarrkirche zu St. Stephan feierlich eingesegnet und sodann auf dem Central-Friedhofe in der eigenen Gruft zur ewigen Ruhe bestattet. Montag den 14. d. M. um 9 Uhr Vormittags werden in der Pfarrkirche zu St. Stephan die heil. Seelenmessen gelesen werden. <box>1097 983 1548 1079</box>
table-cell: 149.— <box>182 1055 231 1069</box>
paragraph: [Stand der Oesterreichisch-Ungarischen Bank vom 7. Februar 1887.] Banknoten-Umlauf 355.073,000 fl. (+ 3.497,000 fl.), Silber 139.864,000 fl. (— 483,000 fl.), Gold 63.952,000 fl. (— 761,000 fl.), Devisen 15.270,000 fl. (+ 796,000 fl.), Portefeuille 118.915,000 fl. (+ 1.621,000 fl.), Lombard 23.008,000 fl. (+ 892,000 fl.), Hypothekar-Darlehen 92.531,000 fl. (— 40,000 fl.), Pfandbriefumlauf 86.690,000 fl. (+ 117,000 fl.) <box>41 1757 519 1847</box>
ad-kohle-headline: Kohle, Coke, Holz, <box>1129 1638 1517 1756</box>
table-cell: Oesterr. Papier-Rente <box>42 895 183 909</box>
table-cell: 279.— <box>182 1002 231 1015</box>
meteo-table <box>563 1570 1105 1623</box>
header-cell: Luftdruck Millimeter <box>666 1570 767 1583</box>
table-cell: — <box>1038 1583 1105 1597</box>
cross-icon <box>1317 808 1328 859</box>
table-cell: 95.75 <box>231 975 279 989</box>
table-cell: 10. Febr. <box>563 1610 615 1623</box>
subsection-title: Telegramm der „Neuen Freien Presse“. <box>640 659 963 676</box>
table-row <box>42 989 519 1002</box>
table-row <box>42 909 519 922</box>
table-cell: Zwanzig-Frcs.-St. <box>279 1055 422 1069</box>
header-cell <box>279 842 422 855</box>
subsection-title: Telegramme des Correspondenz-Bureau. <box>633 757 970 775</box>
table-cell: 109.50 <box>231 882 279 895</box>
table-cell: —7.8 <box>767 1610 846 1623</box>
table-cell: 9. Febr. <box>563 1597 615 1610</box>
column-middle <box>563 154 1103 2296</box>
imprint-publishers: Herausgeber: Adolph Werthner, Dr. Eduard Bacher, Moriz Benedikt. <box>1084 2134 1497 2148</box>
table-cell: 160.— <box>471 895 519 909</box>
table-cell: 757.0 <box>666 1583 767 1597</box>
header-cell: Windrichtung <box>908 1570 976 1583</box>
